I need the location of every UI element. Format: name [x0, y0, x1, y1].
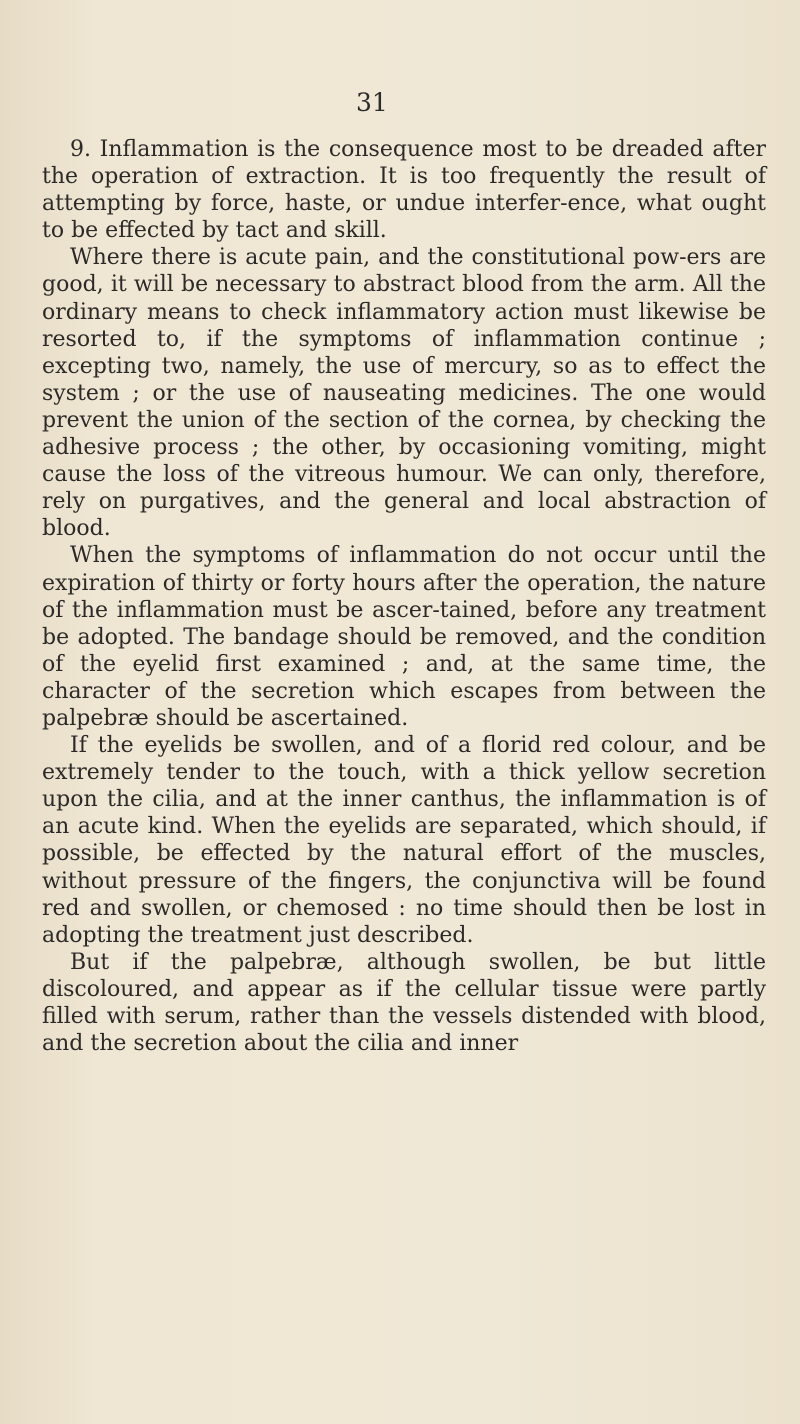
- body-text: [42, 136, 766, 1057]
- paragraph-acute-pain: Where there is acute pain, and the constitutional pow-ers are good, it will be necessary to abstract blood from the arm. All the ordinary means to check inflammatory action must likewise be resorted to, if the symptoms of inflammation continue ; excepting two, namely, the use of mercury, so as to effect the system ; or the use of nauseating medicines. The one would prevent the union of the section of the cornea, by checking the adhesive process ; the other, by occasioning vomiting, might cause the loss of the vitreous humour. We can only, therefore, rely on purgatives, and the general and local abstraction of blood.: [42, 245, 766, 542]
- paragraph-delayed-symptoms: When the symptoms of inflammation do not occur until the expiration of thirty or forty hours after the operation, the nature of the inflammation must be ascer-tained, before any treatment be adopted. The bandage should be removed, and the condition of the eyelid first examined ; and, at the same time, the character of the secretion which escapes from between the palpebræ should be ascertained.: [42, 543, 766, 731]
- page-number: 31: [356, 88, 388, 117]
- paragraph-inflammation: 9. Inflammation is the consequence most to be dreaded after the operation of extraction. It is too frequently the result of attempting by force, haste, or undue interfer-ence, what ought to be effected by tact and skill.: [42, 137, 766, 244]
- paragraph-swollen-eyelids: If the eyelids be swollen, and of a florid red colour, and be extremely tender to the touch, with a thick yellow secretion upon the cilia, and at the inner canthus, the inflammation is of an acute kind. When the eyelids are separated, which should, if possible, be effected by the natural effort of the muscles, without pressure of the fingers, the conjunctiva will be found red and swollen, or chemosed : no time should then be lost in adopting the treatment just described.: [42, 733, 766, 948]
- paragraph-discoloured-palpebrae: But if the palpebræ, although swollen, be but little discoloured, and appear as if the cellular tissue were partly filled with serum, rather than the vessels distended with blood, and the secretion about the cilia and inner: [42, 949, 766, 1057]
